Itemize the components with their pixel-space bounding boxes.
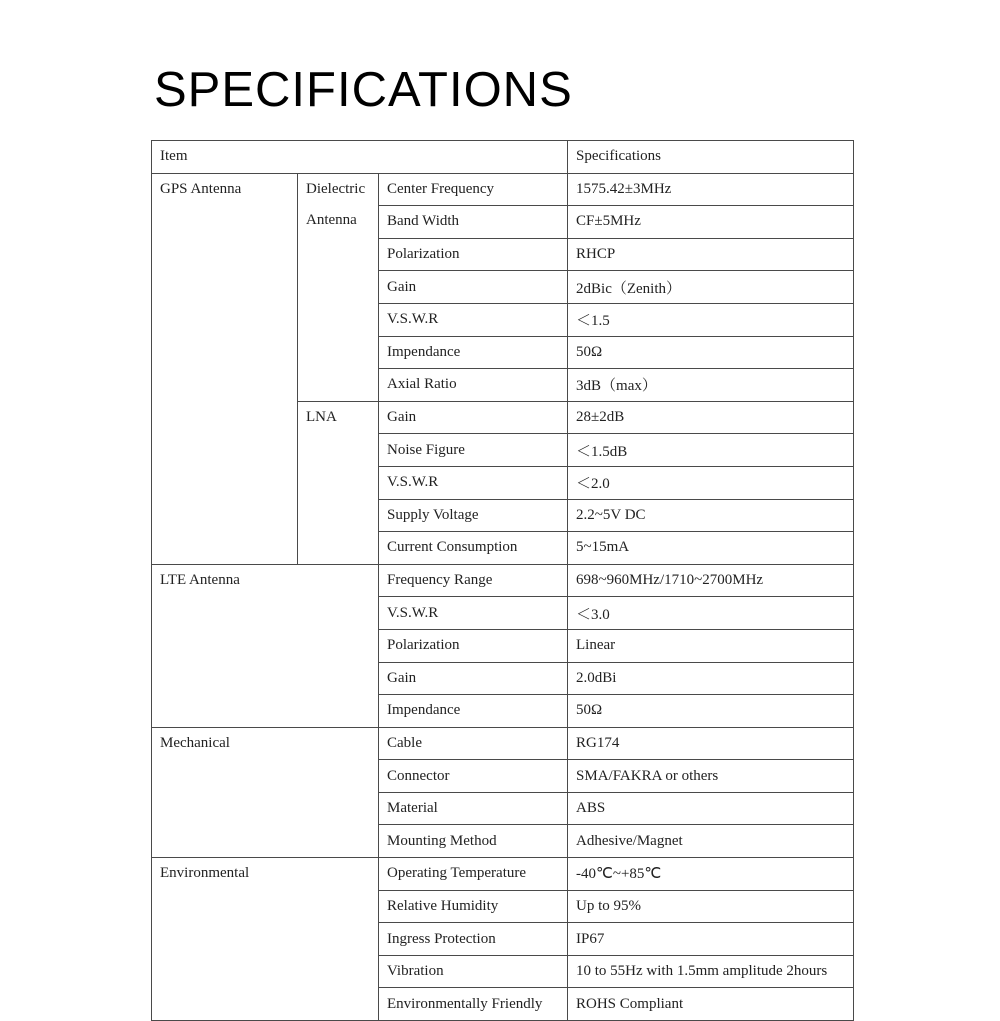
param-cell: Center Frequency [379,173,568,206]
value-cell: Up to 95% [568,890,854,923]
header-item: Item [152,141,568,174]
subcategory-dielectric-antenna [298,173,379,401]
value-cell: 698~960MHz/1710~2700MHz [568,564,854,597]
value-cell: ＜2.0 [568,466,854,499]
category-mechanical: Mechanical [152,727,379,857]
value-cell: ＜3.0 [568,597,854,630]
param-cell: Material [379,792,568,825]
param-cell: Connector [379,760,568,793]
param-cell: Band Width [379,206,568,239]
param-cell: Ingress Protection [379,923,568,956]
param-cell: Gain [379,271,568,304]
category-environmental: Environmental [152,858,379,1021]
value-cell: RG174 [568,727,854,760]
param-cell: Impendance [379,336,568,369]
subcategory-lna: LNA [298,401,379,564]
value-cell: SMA/FAKRA or others [568,760,854,793]
table-row [152,564,854,597]
param-cell: V.S.W.R [379,466,568,499]
param-cell: Relative Humidity [379,890,568,923]
specifications-table [151,140,854,1021]
param-cell: V.S.W.R [379,597,568,630]
value-cell: RHCP [568,238,854,271]
value-cell: 2dBic（Zenith） [568,271,854,304]
value-cell: ABS [568,792,854,825]
param-cell: Impendance [379,695,568,728]
value-cell: Adhesive/Magnet [568,825,854,858]
table-row [152,858,854,891]
value-cell: 2.0dBi [568,662,854,695]
value-cell: 50Ω [568,336,854,369]
param-cell: Frequency Range [379,564,568,597]
category-gps-antenna: GPS Antenna [152,173,298,564]
param-cell: Operating Temperature [379,858,568,891]
param-cell: Polarization [379,238,568,271]
value-cell: 28±2dB [568,401,854,434]
param-cell: Axial Ratio [379,369,568,402]
param-cell: Cable [379,727,568,760]
page-title: SPECIFICATIONS [154,63,573,117]
param-cell: Current Consumption [379,532,568,565]
param-cell: Vibration [379,955,568,988]
table-header-row [152,141,854,174]
category-lte-antenna: LTE Antenna [152,564,379,727]
param-cell: V.S.W.R [379,303,568,336]
value-cell: 3dB（max） [568,369,854,402]
header-specifications: Specifications [568,141,854,174]
param-cell: Environmentally Friendly [379,988,568,1021]
value-cell: Linear [568,629,854,662]
param-cell: Noise Figure [379,434,568,467]
value-cell: 50Ω [568,695,854,728]
value-cell: ＜1.5dB [568,434,854,467]
value-cell: IP67 [568,923,854,956]
subcategory-line-2: Antenna [306,211,357,228]
table-row [152,727,854,760]
table-row [152,173,854,206]
param-cell: Gain [379,662,568,695]
value-cell: 10 to 55Hz with 1.5mm amplitude 2hours [568,955,854,988]
param-cell: Supply Voltage [379,499,568,532]
param-cell: Gain [379,401,568,434]
value-cell: 5~15mA [568,532,854,565]
subcategory-line-1: Dielectric [306,180,366,197]
value-cell: ＜1.5 [568,303,854,336]
param-cell: Polarization [379,629,568,662]
value-cell: 2.2~5V DC [568,499,854,532]
value-cell: CF±5MHz [568,206,854,239]
param-cell: Mounting Method [379,825,568,858]
value-cell: -40℃~+85℃ [568,858,854,891]
value-cell: 1575.42±3MHz [568,173,854,206]
value-cell: ROHS Compliant [568,988,854,1021]
